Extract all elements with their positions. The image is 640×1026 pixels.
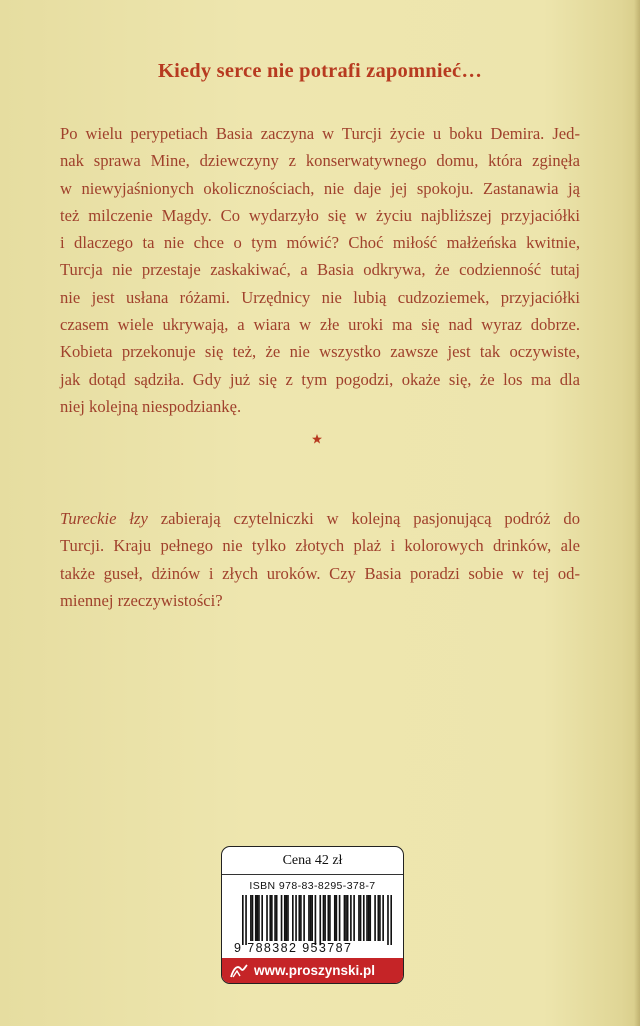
blurb-line: Po wielu perypetiach Basia zaczyna w Turcji życie u boku Demira. Jed- — [60, 124, 580, 143]
blurb-line: niej kolejną niespodziankę. — [60, 396, 242, 416]
cover-edge-shadow — [634, 0, 640, 1026]
barcode-stripe — [390, 895, 392, 945]
barcode-stripe — [327, 895, 329, 941]
barcode-stripe — [286, 895, 288, 941]
barcode — [242, 895, 392, 945]
barcode-stripe — [252, 895, 254, 941]
barcode-stripe — [269, 895, 271, 941]
publisher-website-bar — [222, 958, 403, 983]
barcode-stripe — [245, 895, 247, 945]
barcode-stripe — [261, 895, 263, 941]
barcode-stripe — [250, 895, 252, 941]
blurb-paragraph — [60, 120, 580, 420]
barcode-stripe — [360, 895, 362, 941]
crescent-star-icon — [302, 433, 332, 467]
barcode-stripe — [319, 895, 321, 945]
barcode-stripe — [374, 895, 376, 941]
barcode-stripe — [310, 895, 312, 941]
barcode-stripe — [350, 895, 352, 941]
barcode-stripe — [242, 895, 244, 945]
barcode-stripe — [311, 895, 313, 941]
barcode-stripe — [323, 895, 325, 941]
blurb-line: w niewyjaśnionych okolicznościach, nie daje jej spokoju. Zastanawia ją — [60, 178, 580, 198]
barcode-stripe — [369, 895, 371, 941]
barcode-stripe — [274, 895, 276, 941]
barcode-stripe — [345, 895, 347, 941]
publisher-logo-icon — [230, 963, 248, 979]
barcode-stripe — [281, 895, 283, 941]
barcode-stripe — [258, 895, 260, 941]
barcode-stripe — [303, 895, 305, 941]
barcode-stripe — [284, 895, 286, 941]
headline: Kiedy serce nie potrafi zapomnieć… — [157, 60, 483, 82]
blurb-line: nak sprawa Mine, dziewczyny z konserwatywnego domu, która zginęła — [60, 151, 580, 171]
book-title: Tureckie łzy — [60, 509, 148, 528]
barcode-stripe — [344, 895, 346, 941]
price-label: Cena 42 zł — [282, 853, 343, 868]
barcode-stripe — [329, 895, 331, 941]
website-text: www.proszynski.pl — [254, 963, 376, 978]
blurb-line: Kobieta przekonuje się też, że nie wszystko zawsze jest tak oczywiste, — [60, 342, 580, 362]
barcode-stripe — [366, 895, 368, 941]
barcode-stripe — [339, 895, 341, 941]
barcode-stripe — [358, 895, 360, 941]
blurb-line: też milczenie Magdy. Co wydarzyło się w życiu najbliższej przyjaciółki — [60, 205, 580, 225]
barcode-stripe — [324, 895, 326, 941]
barcode-stripe — [255, 895, 257, 941]
barcode-stripe — [353, 895, 355, 941]
barcode-stripe — [271, 895, 273, 941]
price-barcode-box — [221, 846, 404, 984]
barcode-stripe — [276, 895, 278, 941]
barcode-stripe — [308, 895, 310, 941]
blurb-line: i dlaczego ta nie chce o tym mówić? Choć miłość małżeńska kwitnie, — [60, 233, 580, 253]
blurb-line: czasem wiele ukrywają, a wiara w złe uroki ma się nad wyraz dobrze. — [60, 315, 580, 335]
blurb-line: Turcja nie przestaje zaskakiwać, a Basia odkrywa, że codzienność tutaj — [60, 260, 580, 280]
barcode-digits: 9 788382 953787 — [234, 941, 353, 955]
barcode-stripe — [287, 895, 289, 941]
barcode-stripe — [382, 895, 384, 941]
barcode-stripe — [368, 895, 370, 941]
second-line: miennej rzeczywistości? — [60, 590, 223, 610]
barcode-stripe — [336, 895, 338, 941]
isbn-text: ISBN 978-83-8295-378-7 — [249, 880, 376, 892]
barcode-stripe — [300, 895, 302, 941]
blurb-line: nie jest usłana różami. Urzędnicy nie lubią cudzoziemek, przyjaciółki — [60, 287, 580, 307]
barcode-stripe — [379, 895, 381, 941]
divider — [222, 874, 403, 875]
barcode-stripe — [292, 895, 294, 941]
barcode-stripe — [298, 895, 300, 941]
barcode-stripe — [266, 895, 268, 941]
second-line: także guseł, dżinów i złych uroków. Czy Basia poradzi sobie w tej od- — [60, 563, 580, 583]
barcode-stripe — [387, 895, 389, 945]
barcode-stripe — [347, 895, 349, 941]
second-line: Turcji. Kraju pełnego nie tylko złotych plaż i kolorowych drinków, ale — [60, 536, 580, 556]
barcode-stripe — [257, 895, 259, 941]
barcode-stripe — [315, 895, 317, 945]
barcode-stripe — [363, 895, 365, 941]
barcode-stripe — [377, 895, 379, 941]
second-line: Tureckie łzy zabierają czytelniczki w kolejną pasjonującą podróż do — [60, 509, 580, 528]
barcode-stripe — [334, 895, 336, 941]
blurb-line: jak dotąd sądziła. Gdy już się z tym pogodzi, okaże się, że los ma dla — [60, 369, 580, 389]
barcode-stripe — [295, 895, 297, 941]
second-paragraph — [60, 505, 580, 614]
